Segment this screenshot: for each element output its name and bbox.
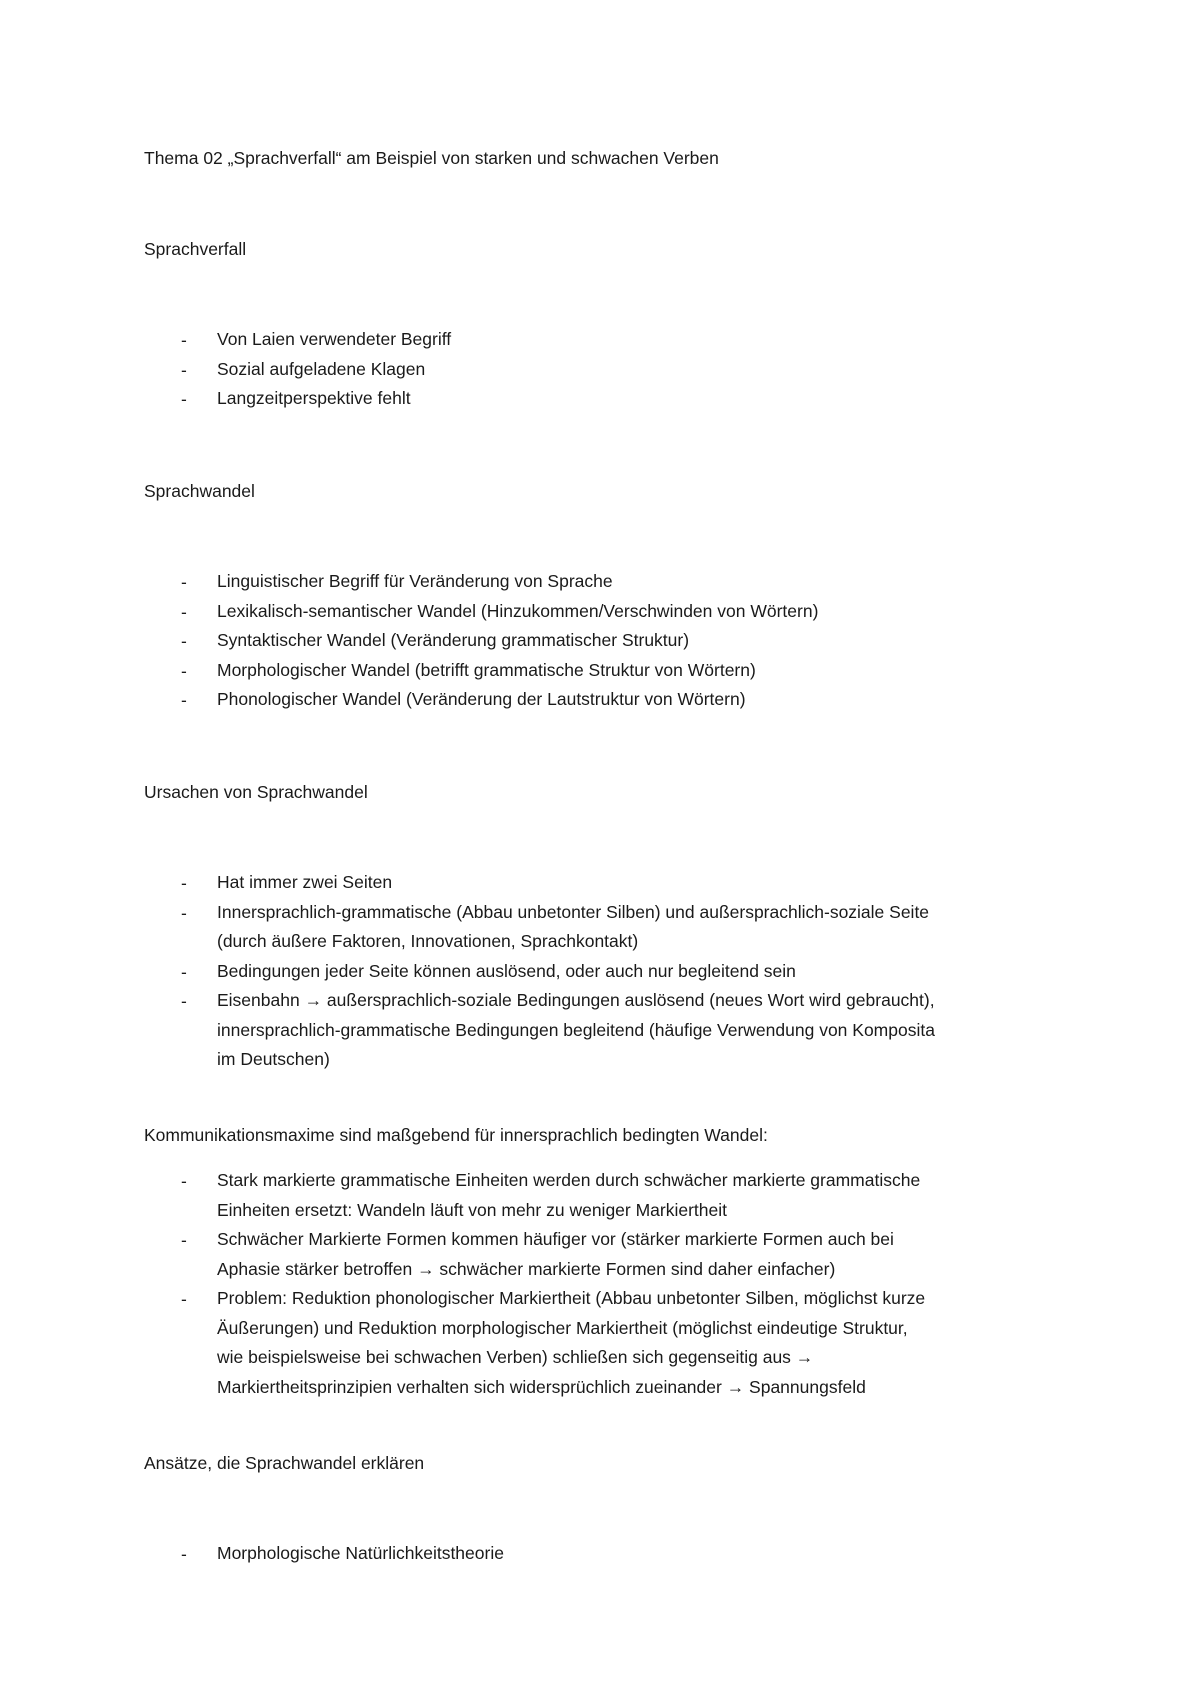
- bullet-text: [217, 355, 425, 385]
- bullet-line: Schwächer Markierte Formen kommen häufiger vor (stärker markierte Formen auch bei: [217, 1229, 894, 1249]
- bullet-text: [217, 868, 392, 898]
- bullet-line: innersprachlich-grammatische Bedingungen begleitend (häufige Verwendung von Komposita: [217, 1019, 935, 1040]
- bullet-line: Äußerungen) und Reduktion morphologischer Markiertheit (möglichst eindeutige Struktur,: [217, 1317, 908, 1338]
- section-heading-ursachen: Ursachen von Sprachwandel: [144, 782, 368, 802]
- bullet-text: [217, 656, 756, 686]
- dash-bullet-icon: -: [181, 330, 187, 350]
- dash-bullet-icon: -: [181, 631, 187, 651]
- section-heading-sprachverfall: Sprachverfall: [144, 239, 247, 259]
- dash-bullet-icon: -: [181, 1544, 187, 1564]
- document-title: Thema 02 „Sprachverfall“ am Beispiel von starken und schwachen Verben: [144, 148, 719, 168]
- section-heading-ansaetze: Ansätze, die Sprachwandel erklären: [144, 1453, 425, 1473]
- bullet-line: Von Laien verwendeter Begriff: [217, 329, 452, 349]
- bullet-text: [217, 1284, 925, 1402]
- bullet-text: [217, 1539, 504, 1569]
- bullet-line: Hat immer zwei Seiten: [217, 872, 393, 892]
- dash-bullet-icon: -: [181, 1230, 187, 1250]
- bullet-line: im Deutschen): [217, 1049, 330, 1069]
- dash-bullet-icon: -: [181, 961, 187, 982]
- bullet-line: Syntaktischer Wandel (Veränderung grammatischer Struktur): [217, 630, 690, 650]
- bullet-text: [217, 986, 935, 1075]
- bullet-text: [217, 597, 818, 627]
- dash-bullet-icon: -: [181, 572, 187, 592]
- bullet-line: Sozial aufgeladene Klagen: [217, 358, 426, 379]
- bullet-line: Morphologische Natürlichkeitstheorie: [217, 1543, 504, 1563]
- bullet-line: Stark markierte grammatische Einheiten werden durch schwächer markierte grammatische: [217, 1170, 921, 1190]
- dash-bullet-icon: -: [181, 991, 187, 1011]
- bullet-line: Lexikalisch-semantischer Wandel (Hinzukommen/Verschwinden von Wörtern): [217, 600, 819, 621]
- bullet-text: [217, 685, 746, 715]
- bullet-line: Innersprachlich-grammatische (Abbau unbetonter Silben) und außersprachlich-soziale Seite: [217, 901, 930, 922]
- bullet-line: Aphasie stärker betroffen → schwächer markierte Formen sind daher einfacher): [217, 1258, 836, 1279]
- bullet-line: Morphologischer Wandel (betrifft grammatische Struktur von Wörtern): [217, 659, 756, 680]
- dash-bullet-icon: -: [181, 902, 187, 923]
- bullet-text: [217, 325, 451, 355]
- dash-bullet-icon: -: [181, 873, 187, 893]
- bullet-text: [217, 567, 613, 597]
- bullet-line: Phonologischer Wandel (Veränderung der Lautstruktur von Wörtern): [217, 689, 746, 709]
- dash-bullet-icon: -: [181, 690, 187, 710]
- bullet-line: Problem: Reduktion phonologischer Markiertheit (Abbau unbetonter Silben, möglichst kurze: [217, 1288, 926, 1308]
- bullet-text: [217, 626, 689, 656]
- section-heading-sprachwandel: Sprachwandel: [144, 481, 255, 501]
- dash-bullet-icon: -: [181, 601, 187, 622]
- bullet-text: [217, 898, 929, 957]
- bullet-line: (durch äußere Faktoren, Innovationen, Sprachkontakt): [217, 931, 639, 951]
- bullet-line: Einheiten ersetzt: Wandeln läuft von mehr zu weniger Markiertheit: [217, 1199, 728, 1220]
- dash-bullet-icon: -: [181, 1289, 187, 1309]
- dash-bullet-icon: -: [181, 359, 187, 380]
- bullet-text: [217, 384, 411, 414]
- dash-bullet-icon: -: [181, 1171, 187, 1191]
- bullet-line: wie beispielsweise bei schwachen Verben) schließen sich gegenseitig aus →: [217, 1347, 814, 1367]
- dash-bullet-icon: -: [181, 389, 187, 409]
- bullet-text: [217, 1225, 894, 1284]
- bullet-line: Langzeitperspektive fehlt: [217, 388, 411, 408]
- bullet-text: [217, 957, 796, 987]
- bullet-line: Markiertheitsprinzipien verhalten sich widersprüchlich zueinander → Spannungsfeld: [217, 1376, 866, 1397]
- section-heading-kommunikationsmaxime: Kommunikationsmaxime sind maßgebend für innersprachlich bedingten Wandel:: [144, 1125, 768, 1145]
- bullet-text: [217, 1166, 920, 1225]
- bullet-line: Bedingungen jeder Seite können auslösend, oder auch nur begleitend sein: [217, 960, 796, 981]
- dash-bullet-icon: -: [181, 660, 187, 681]
- bullet-line: Linguistischer Begriff für Veränderung von Sprache: [217, 571, 613, 591]
- bullet-line: Eisenbahn → außersprachlich-soziale Bedingungen auslösend (neues Wort wird gebraucht),: [217, 990, 935, 1010]
